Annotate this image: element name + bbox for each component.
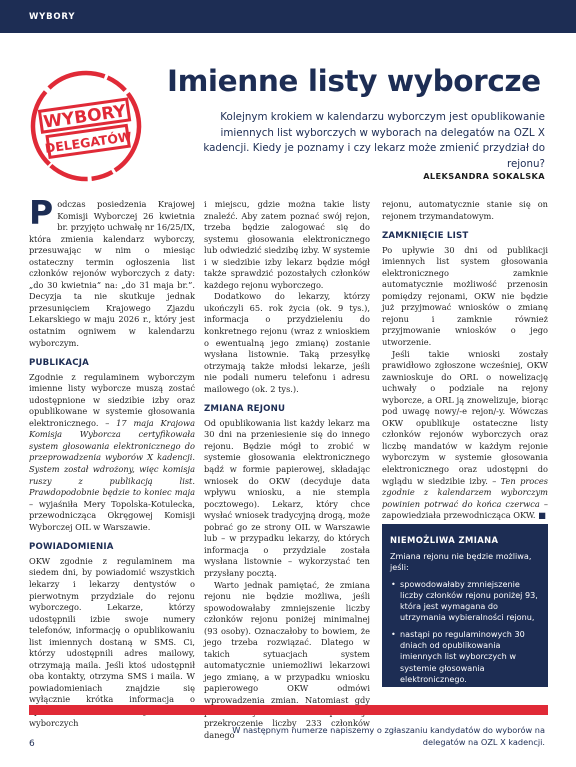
paragraph-text: odczas posiedzenia Krajowej Komisji Wyborczej 26 kwietnia br. przyjęto uchwałę nr 16/25/IX, która zmienia kalendarz wyborczy, przesuwając w nim o miesiąc ostateczny termin ogłoszenia list członków rejonów wyborczych z daty: „do 30 kwietnia” na: „do 31 maja br.”. Decyzja ta nie skutkuje jednak przesunięciem Krajowego Zjazdu Lekarskiego w maju 2026 r., który jest ostatnim ogniwem w kalendarzu wyborczym.: [29, 199, 195, 348]
article-title: Imienne listy wyborcze: [167, 64, 541, 98]
sidebar-box: [382, 524, 548, 687]
paragraph: [29, 193, 195, 349]
article-author: ALEKSANDRA SOKALSKA: [423, 171, 545, 181]
sidebar-list: [390, 579, 540, 686]
paragraph: i miejscu, gdzie można takie listy znaleźć. Aby zatem poznać swój rejon, trzeba będzie zalogować się do systemu głosowania elektronicznego lub odwiedzić siedzibę izby. W systemie i w siedzibie izby lekarz będzie mógł także sprawdzić pozostałych członków każdego rejonu wyborczego.: [204, 199, 370, 290]
footer-red-rule: [29, 705, 548, 715]
text-column-2: [204, 199, 370, 741]
list-item: • spowodowałaby zmniejszenie liczby członków rejonu poniżej 93, która jest wymagana do utrzymania wybieralności rejonu,: [390, 579, 540, 624]
end-mark: ■: [538, 510, 546, 521]
list-item: • nastąpi po regulaminowych 30 dniach od opublikowania imiennych list wyborczych w systemie głosowania elektronicznego.: [390, 629, 540, 685]
page-number: 6: [29, 739, 35, 749]
paragraph: [29, 372, 195, 534]
paragraph-text: Jeśli takie wnioski zostały prawidłowo zgłoszone wcześniej, OKW zawnioskuje do ORL o nowelizację uchwały o podziale na rejony wyborcze, a ORL ją znowelizuje, biorąc pod uwagę nowy/-e rejon/-y. Wówczas OKW opublikuje ostateczne listy członków rejonów wyborczych oraz liczbę mandatów w każdym rejonie wyborczym w systemie głosowania elektronicznego oraz udostępni do wglądu w siedzibie izby. –: [382, 348, 548, 486]
section-header-bar: [0, 0, 576, 33]
subheading-zmiana-rejonu: ZMIANA REJONU: [204, 404, 286, 415]
drop-cap: P: [29, 193, 54, 232]
paragraph: [382, 349, 548, 522]
subheading-zamkniecie-list: ZAMKNIĘCIE LIST: [382, 231, 469, 242]
footer-note: W następnym numerze napiszemy o zgłaszaniu kandydatów do wyborów na delegatów na OZL X kadencji.: [232, 725, 545, 748]
stamp-line-1: WYBORY: [42, 101, 128, 133]
paragraph: Od opublikowania list każdy lekarz ma 30 dni na przeniesienie się do innego rejonu. Będzie mógł to zrobić w systemie głosowania elektronicznego bądź w formie papierowej, składając wniosek do OKW (decyduje data wpływu wniosku, a nie stempla pocztowego). Lekarz, który chce wysłać wniosek tradycyjną drogą, może pobrać go ze strony OIL w Warszawie lub – w przypadku lekarzy, do których informacja o przydziale została wysłana listownie – wykorzystać ten przysłany pocztą.: [204, 417, 370, 578]
paragraph-text: – wyjaśniła Mery Topolska-Kotulecka, przewodnicząca Okręgowej Komisji Wyborczej OIL w Warszawie.: [29, 498, 195, 532]
sidebar-title: NIEMOŻLIWA ZMIANA: [390, 535, 499, 545]
paragraph: Dodatkowo do lekarzy, którzy ukończyli 65. rok życia (ok. 9 tys.), informacja o przydzieleniu do konkretnego rejonu (wraz z wnioskiem o ewentualną jego zmianę) zostanie wysłana listownie. Taką przesyłkę otrzymają także młodsi lekarze, jeśli nie podali numeru telefonu i adresu mailowego (ok. 2 tys.).: [204, 291, 370, 394]
stamp-line-2: DELEGATÓW: [44, 128, 133, 156]
quote-text: Ten proces zgodnie z kalendarzem wyborczym powinien potrwać do końca czerwca: [382, 475, 548, 509]
subheading-powiadomienia: POWIADOMIENIA: [29, 542, 114, 553]
text-column-1: [29, 193, 195, 729]
quote-text: 17 maja Krajowa Komisja Wyborcza certyfikowała system głosowania elektronicznego do przeprowadzenia wyborów X kadencji. System został wdrożony, więc komisja ruszy z publikacją list. Prawdopodobnie będzie to koniec maja: [29, 417, 195, 498]
paragraph: Po upływie 30 dni od publikacji imiennych list system głosowania elektronicznego zamknie automatycznie możliwość przenosin pomiędzy rejonami, OKW nie będzie już przyjmować wniosków o zmianę rejonu i zamknie również przyjmowanie wniosków o jego utworzenie.: [382, 244, 548, 348]
subheading-publikacja: PUBLIKACJA: [29, 358, 89, 369]
article-lead: Kolejnym krokiem w kalendarzu wyborczym jest opublikowanie imiennych list wyborczych w wyborach na delegatów na OZL X kadencji. Kiedy je poznamy i czy lekarz może zmienić przydział do rejonu?: [203, 111, 545, 170]
paragraph: Warto jednak pamiętać, że zmiana rejonu nie będzie możliwa, jeśli spowodowałaby zmniejszenie liczby członków rejonu poniżej minimalnej (93 osoby). Oznaczałoby to bowiem, że jego trzeba rozwiązać. Dlatego w takich sytuacjach system automatycznie uniemożliwi lekarzowi jego zmianę, a w przypadku wniosku papierowego OKW odmówi wprowadzenia zmian. Natomiast gdy przekroczenie liczby 233 członków danego: [204, 579, 370, 740]
paragraph: rejonu, automatycznie stanie się on rejonem trzymandatowym.: [382, 199, 548, 221]
section-label: WYBORY: [29, 12, 76, 22]
text-column-3: [382, 199, 548, 522]
paragraph: OKW zgodnie z regulaminem ma siedem dni, by powiadomić wszystkich lekarzy i lekarzy dentystów o pierwotnym przydziale do rejonu wyborczego. Lekarze, którzy udostępnili izbie swoje numery telefonów, informację o opublikowaniu list imiennych dostaną w SMS. Ci, którzy udostępnili adres mailowy, otrzymają maila. Jeśli ktoś udostępnił oba kontakty, otrzyma SMS i maila. W powiadomieniach znajdzie się wyłącznie krótka informacja o wyborczych: [29, 555, 195, 728]
wybory-delegatow-stamp-icon: [20, 60, 151, 191]
paragraph-text: Zgodnie z regulaminem wyborczym imienne listy wyborcze muszą zostać udostępnione w siedzibie izby oraz opublikowane w systemie głosowania elektronicznego. –: [29, 371, 195, 428]
paragraph-text: – zapowiedziała przewodnicząca OKW.: [382, 498, 549, 521]
sidebar-intro: Zmiana rejonu nie będzie możliwa, jeśli:: [390, 551, 532, 573]
